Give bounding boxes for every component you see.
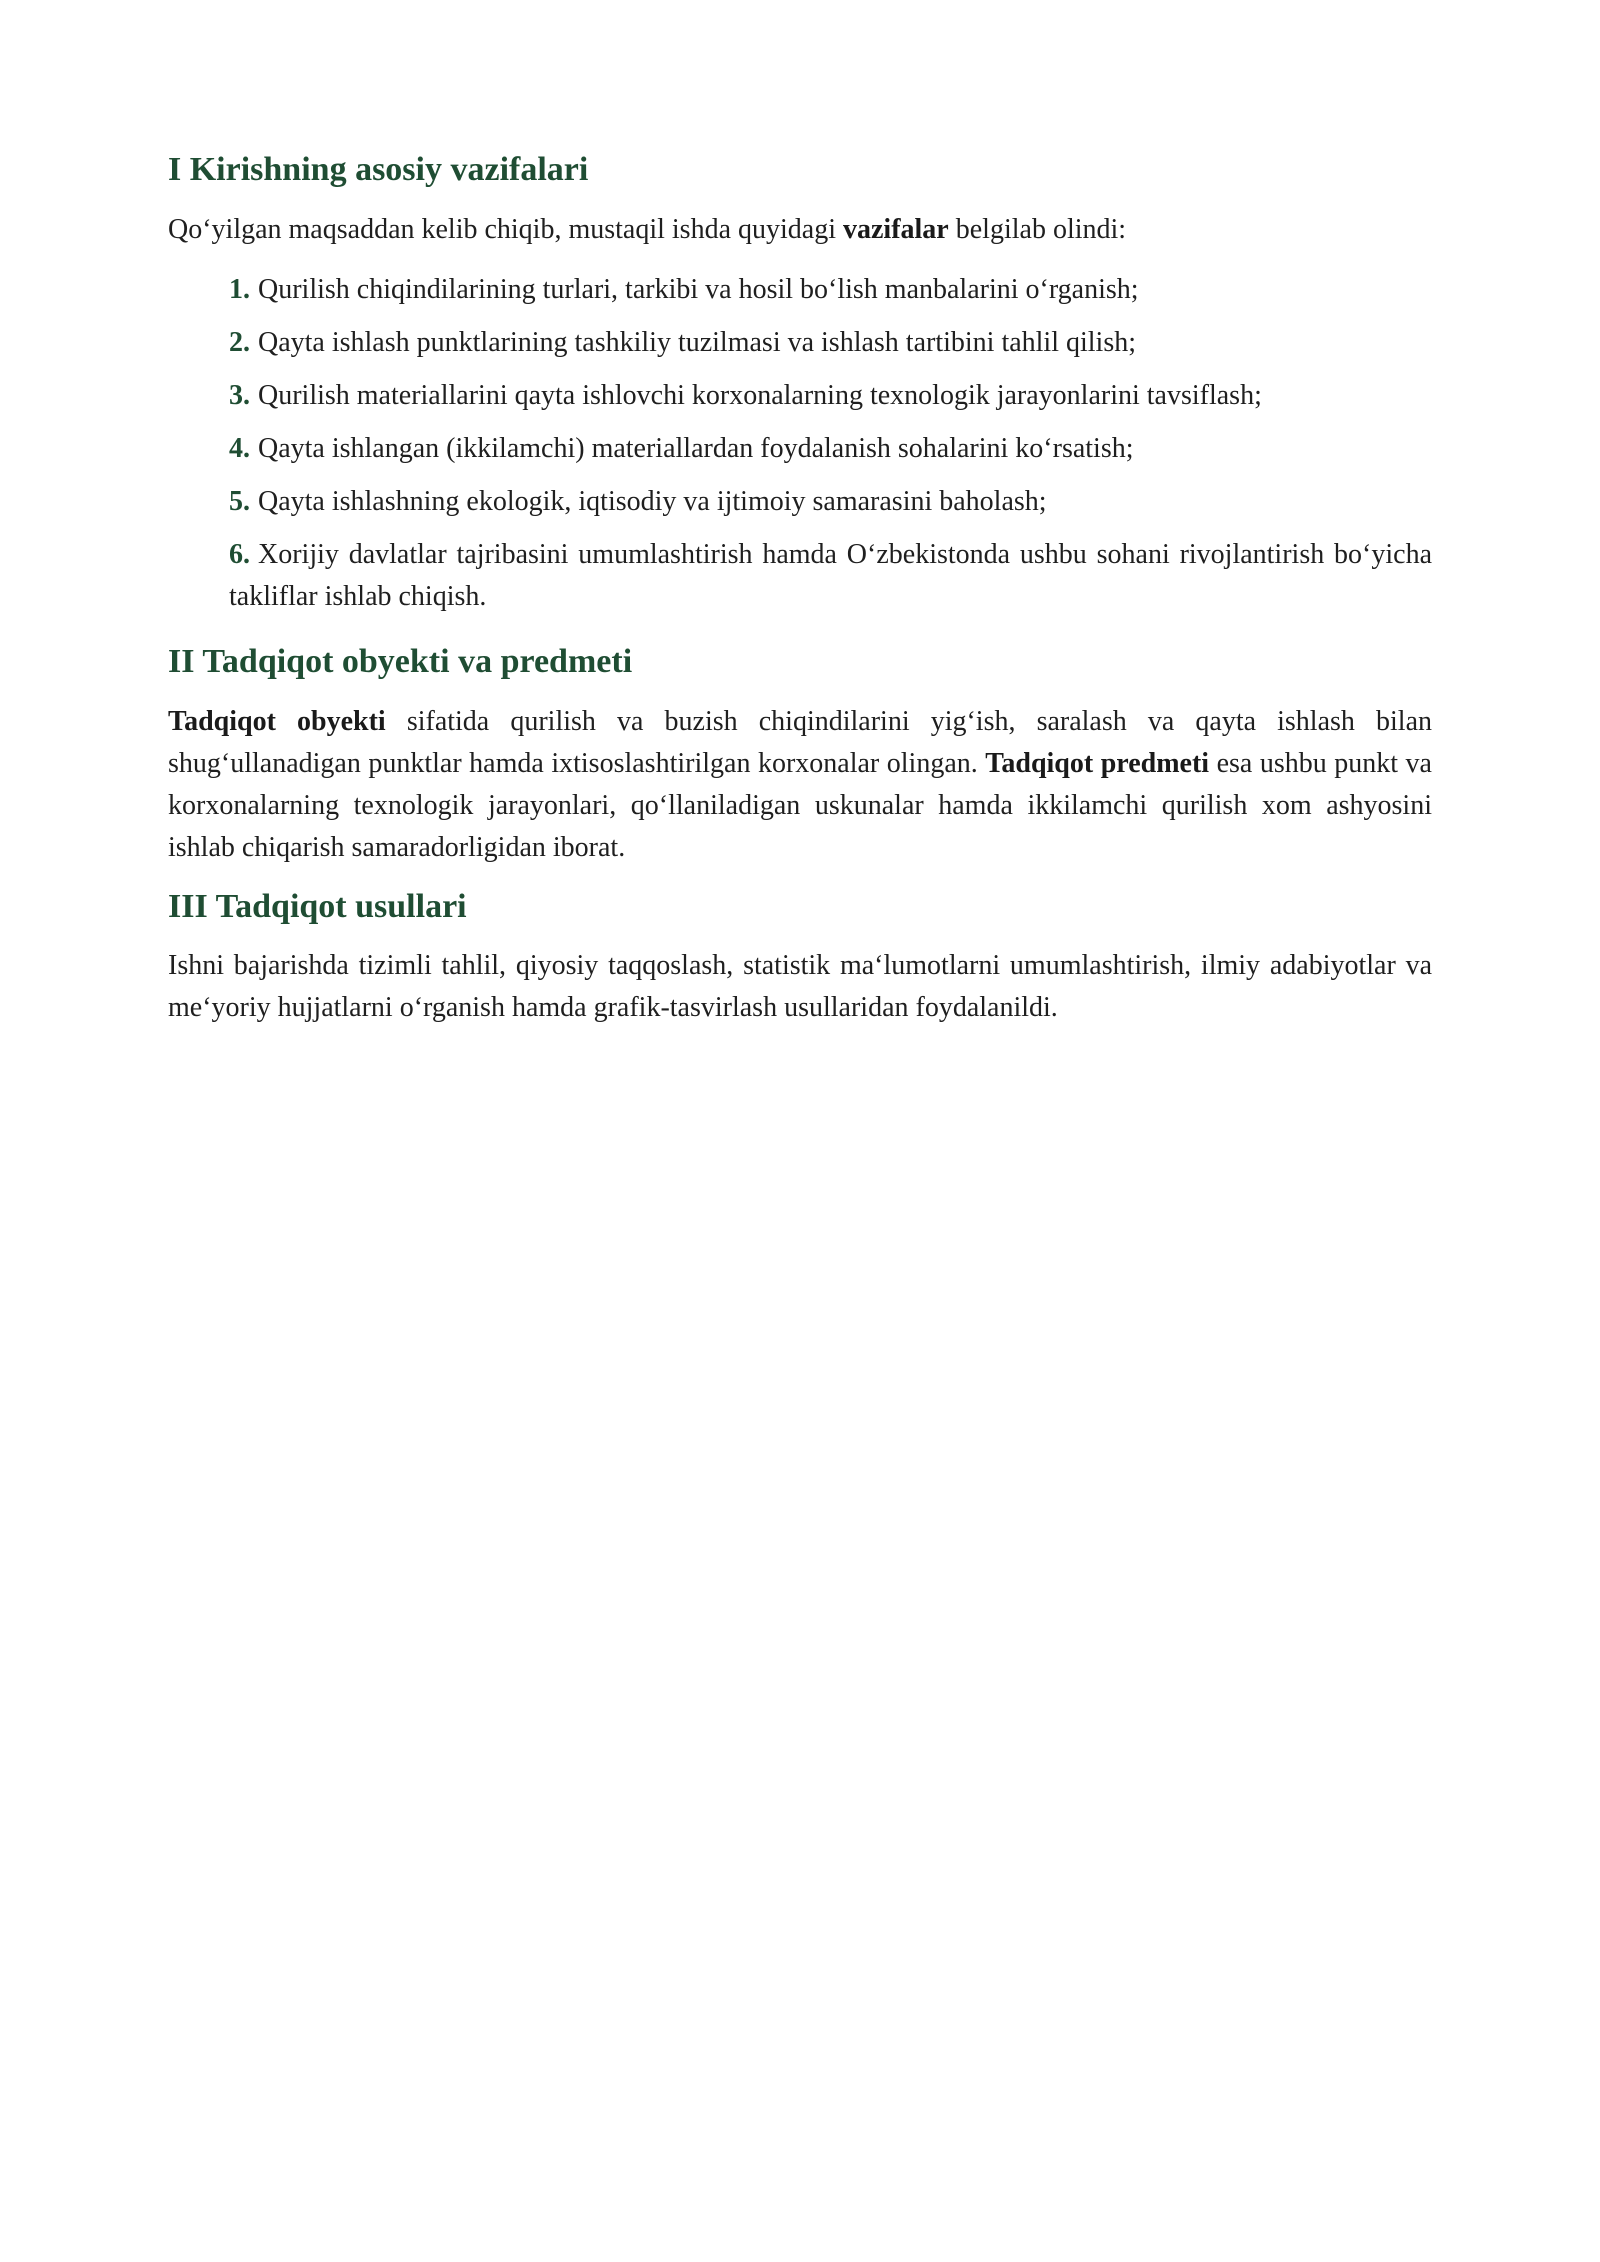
list-item: [229, 534, 1432, 618]
list-item: [229, 428, 1432, 470]
list-item-number: 2.: [229, 326, 250, 358]
section-heading-methods: III Tadqiqot usullari: [168, 887, 467, 925]
list-item-text: Qayta ishlashning ekologik, iqtisodiy va ijtimoiy samarasini baholash;: [258, 485, 1047, 517]
list-item: [229, 269, 1432, 311]
section-heading-tasks: I Kirishning asosiy vazifalari: [168, 151, 589, 188]
object-text: sifatida qurilish va buzish chiqindilarini yig‘ish, saralash va qayta ishlash bilan shug‘ullanadigan punktlar hamda ixtisoslashtirilgan korxonalar olingan.: [168, 705, 1432, 779]
list-item-text: Xorijiy davlatlar tajribasini umumlashtirish hamda O‘zbekistonda ushbu sohani rivojlantirish bo‘yicha takliflar ishlab chiqish.: [229, 538, 1432, 612]
intro-text-before: Qo‘yilgan maqsaddan kelib chiqib, mustaqil ishda quyidagi: [168, 213, 843, 245]
list-item-number: 4.: [229, 432, 250, 464]
methods-paragraph: Ishni bajarishda tizimli tahlil, qiyosiy taqqoslash, statistik ma‘lumotlarni umumlashtirish, ilmiy adabiyotlar va me‘yoriy hujjatlarni o‘rganish hamda grafik-tasvirlash usullaridan foydalanildi.: [168, 950, 1432, 1024]
list-item: [229, 322, 1432, 364]
subject-text: esa ushbu punkt va korxonalarning texnologik jarayonlari, qo‘llaniladigan uskunalar hamda ikkilamchi qurilish xom ashyosini ishlab chiqarish samaradorligidan iborat.: [168, 747, 1432, 863]
intro-bold-term: vazifalar: [843, 213, 949, 245]
object-paragraph: [168, 701, 1432, 869]
list-item-text: Qayta ishlash punktlarining tashkiliy tuzilmasi va ishlash tartibini tahlil qilish;: [258, 326, 1137, 358]
intro-text-after: belgilab olindi:: [948, 213, 1127, 245]
list-item-text: Qurilish materiallarini qayta ishlovchi korxonalarning texnologik jarayonlarini tavsiflash;: [258, 379, 1262, 411]
tasks-intro-paragraph: [168, 209, 1432, 251]
list-item: [229, 375, 1432, 417]
section-heading-object: II Tadqiqot obyekti va predmeti: [168, 642, 633, 680]
list-item-text: Qurilish chiqindilarining turlari, tarkibi va hosil bo‘lish manbalarini o‘rganish;: [258, 273, 1139, 305]
list-item-number: 5.: [229, 485, 250, 517]
list-item-text: Qayta ishlangan (ikkilamchi) materiallardan foydalanish sohalarini ko‘rsatish;: [258, 432, 1134, 464]
list-item-number: 3.: [229, 379, 250, 411]
list-item-number: 6.: [229, 538, 250, 570]
list-item-number: 1.: [229, 273, 250, 305]
subject-bold-term: Tadqiqot predmeti: [985, 747, 1210, 779]
task-list: [168, 269, 1432, 618]
list-item: [229, 481, 1432, 523]
object-bold-term: Tadqiqot obyekti: [168, 705, 386, 737]
